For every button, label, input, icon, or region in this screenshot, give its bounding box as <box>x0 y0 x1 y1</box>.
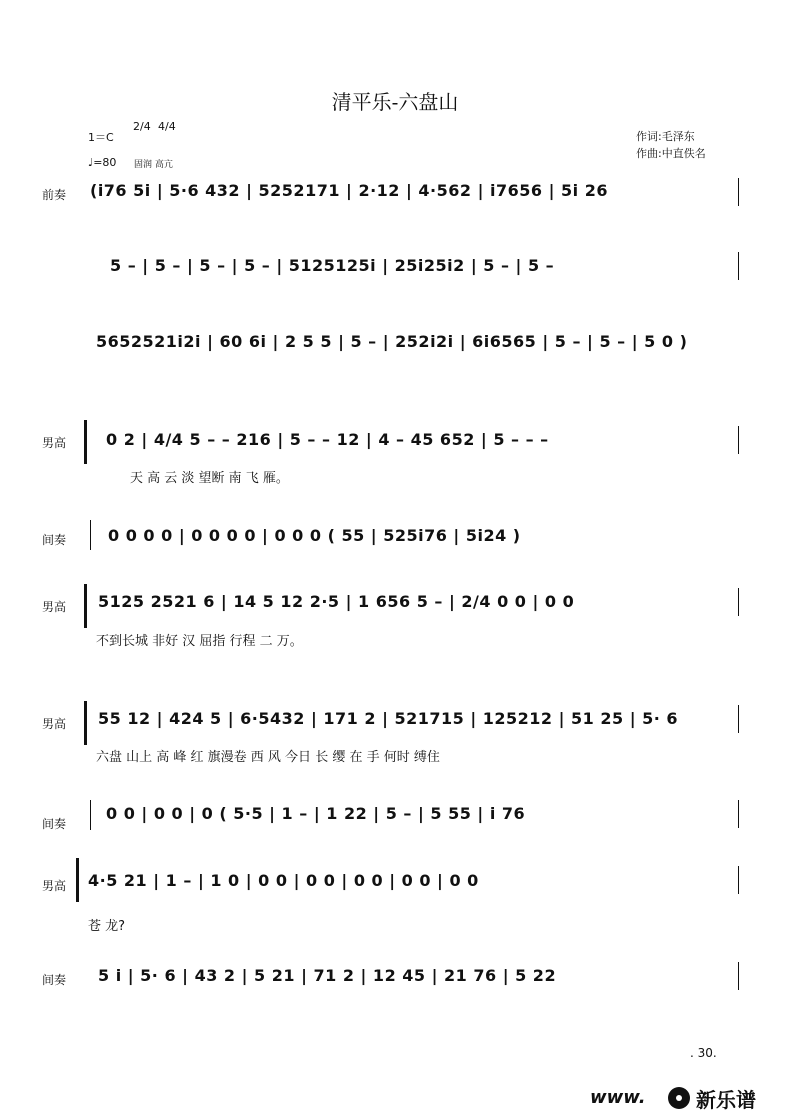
notation-line: 5652521i2i | 60 6i | 2 5 5 | 5 – | 252i2i | 6i6565 | 5 – | 5 – | 5 0 ) <box>96 332 688 351</box>
vinyl-disc-icon <box>668 1087 690 1109</box>
notation-line: 0 2 | 4/4 5 – – 216 | 5 – – 12 | 4 – 45 652 | 5 – – – <box>106 430 549 449</box>
staff-bracket <box>84 420 87 464</box>
barline <box>738 426 739 454</box>
lyrics-line: 天 高 云 淡 望断 南 飞 雁。 <box>130 471 289 486</box>
system-label: 前奏 <box>42 188 67 202</box>
voice-label: 间奏 <box>42 533 67 547</box>
notation-line: 5 i | 5· 6 | 43 2 | 5 21 | 71 2 | 12 45 | 21 76 | 5 22 <box>98 966 557 985</box>
time-signature-1: 2/4 <box>133 120 151 133</box>
voice-label: 间奏 <box>42 973 67 987</box>
time-signature-2: 4/4 <box>158 120 176 133</box>
key-signature: 1＝C <box>88 131 114 144</box>
barline <box>738 800 739 828</box>
voice-label: 男高 <box>42 600 67 614</box>
barline <box>738 252 739 280</box>
notation-line: 5 – | 5 – | 5 – | 5 – | 5125125i | 25i25i2 | 5 – | 5 – <box>110 256 555 275</box>
barline <box>738 962 739 990</box>
lyricist: 作词:毛泽东 <box>636 130 695 143</box>
voice-label: 男高 <box>42 717 67 731</box>
staff-bracket <box>76 858 79 902</box>
barline <box>90 800 91 830</box>
staff-bracket <box>84 701 87 745</box>
notation-line: (i76 5i | 5·6 432 | 5252171 | 2·12 | 4·562 | i7656 | 5i 26 <box>90 181 608 200</box>
tempo-expression: 固润 高亢 <box>134 160 173 170</box>
barline <box>738 705 739 733</box>
voice-label: 男高 <box>42 436 67 450</box>
lyrics-line: 不到长城 非好 汉 屈指 行程 二 万。 <box>96 634 303 649</box>
page-title: 清平乐-六盘山 <box>331 90 459 114</box>
barline <box>738 588 739 616</box>
tempo-marking: ♩=80 <box>88 156 117 169</box>
notation-line: 0 0 0 0 | 0 0 0 0 | 0 0 0 ( 55 | 525i76 | 5i24 ) <box>108 526 521 545</box>
notation-line: 4·5 21 | 1 – | 1 0 | 0 0 | 0 0 | 0 0 | 0 0 | 0 0 <box>88 871 479 890</box>
lyrics-line: 苍 龙? <box>88 919 126 934</box>
notation-line: 5125 2521 6 | 14 5 12 2·5 | 1 656 5 – | 2/4 0 0 | 0 0 <box>98 592 575 611</box>
page-number: . 30. <box>690 1046 717 1060</box>
watermark-brand: 新乐谱 <box>696 1088 756 1112</box>
notation-line: 0 0 | 0 0 | 0 ( 5·5 | 1 – | 1 22 | 5 – | 5 55 | i 76 <box>106 804 526 823</box>
barline <box>738 178 739 206</box>
notation-line: 55 12 | 424 5 | 6·5432 | 171 2 | 521715 | 125212 | 51 25 | 5· 6 <box>98 709 679 728</box>
composer: 作曲:中直佚名 <box>636 147 706 160</box>
lyrics-line: 六盘 山上 高 峰 红 旗漫卷 西 风 今日 长 缨 在 手 何时 缚住 <box>96 750 440 765</box>
staff-bracket <box>84 584 87 628</box>
barline <box>90 520 91 550</box>
voice-label: 间奏 <box>42 817 67 831</box>
watermark-url: www. <box>590 1087 646 1108</box>
voice-label: 男高 <box>42 879 67 893</box>
barline <box>738 866 739 894</box>
